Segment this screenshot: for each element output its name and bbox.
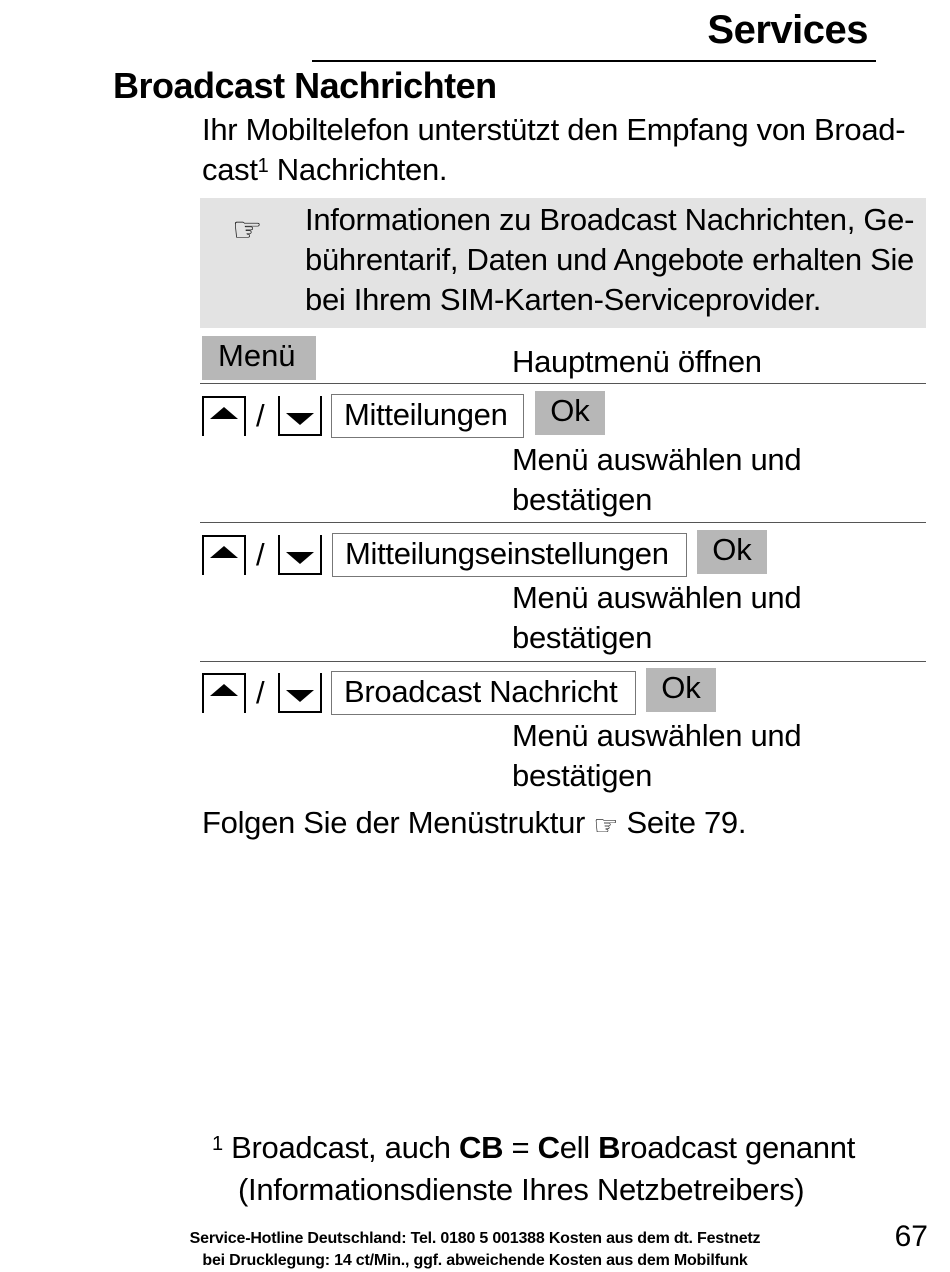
step-divider (200, 522, 926, 523)
footnote-text: roadcast genannt (620, 1130, 856, 1165)
description-line: bestätigen (512, 758, 653, 793)
display-field-broadcast-nachricht: Broadcast Nachricht (331, 671, 636, 715)
arrow-up-icon (210, 407, 238, 419)
page-number: 67 (894, 1220, 928, 1253)
footnote (212, 1128, 912, 1168)
arrow-down-icon (286, 413, 314, 425)
arrow-up-icon (210, 546, 238, 558)
nav-up-key[interactable] (202, 396, 246, 436)
footnote-text: Broadcast, auch (222, 1130, 459, 1165)
description-line: Menü auswählen und (512, 718, 802, 753)
section-title: Broadcast Nachrichten (113, 65, 497, 106)
intro-text: Nachrichten. (268, 152, 448, 187)
footnote-bold: C (537, 1130, 560, 1165)
step-description (512, 578, 922, 658)
display-field-mitteilungseinstellungen: Mitteilungseinstellungen (332, 533, 687, 577)
key-separator: / (256, 537, 265, 572)
pointing-hand-icon: ☞ (593, 810, 619, 841)
key-separator: / (256, 398, 265, 433)
footer-line: Service-Hotline Deutschland: Tel. 0180 5 001388 Kosten aus dem dt. Festnetz (189, 1230, 761, 1247)
footnote-bold: CB (458, 1130, 504, 1165)
footnote-number: 1 (212, 1133, 223, 1155)
display-field-mitteilungen: Mitteilungen (331, 394, 524, 438)
description-line: bestätigen (512, 620, 653, 655)
step-divider (200, 383, 926, 384)
arrow-up-icon (210, 684, 238, 696)
footnote-bold: B (598, 1130, 621, 1165)
step-divider (200, 661, 926, 662)
nav-down-key[interactable] (278, 535, 322, 575)
key-separator: / (256, 675, 265, 710)
footnote-line-2: (Informationsdienste Ihres Netzbetreibers) (238, 1172, 805, 1207)
nav-down-key[interactable] (278, 673, 322, 713)
arrow-down-icon (286, 690, 314, 702)
page-header-title: Services (707, 8, 868, 52)
description-line: Menü auswählen und (512, 442, 802, 477)
note-line-1: Informationen zu Broadcast Nachrichten, Ge- (305, 202, 915, 237)
step-description (512, 440, 922, 520)
note-line-2: bührentarif, Daten und Angebote erhalten Sie (305, 242, 914, 277)
page-reference-link[interactable]: Seite 79. (618, 805, 747, 840)
ok-softkey[interactable]: Ok (697, 530, 767, 574)
intro-line-2 (202, 150, 922, 190)
nav-up-key[interactable] (202, 673, 246, 713)
intro-line-1: Ihr Mobiltelefon unterstützt den Empfang von Broad- (202, 112, 906, 147)
note-line-3: bei Ihrem SIM-Karten-Serviceprovider. (305, 282, 822, 317)
note-text (305, 200, 925, 320)
arrow-down-icon (286, 552, 314, 564)
note-box (200, 198, 926, 328)
description-line: Menü auswählen und (512, 580, 802, 615)
nav-down-key[interactable] (278, 396, 322, 436)
step-description (512, 716, 922, 796)
reference-text: Folgen Sie der Menüstruktur (202, 805, 594, 840)
description-line: bestätigen (512, 482, 653, 517)
menu-structure-reference (202, 803, 746, 844)
intro-paragraph (202, 110, 922, 190)
footnote-text: = (503, 1130, 538, 1165)
menu-softkey[interactable]: Menü (202, 336, 316, 380)
footer-line: bei Drucklegung: 14 ct/Min., ggf. abweichende Kosten aus dem Mobilfunk (202, 1252, 748, 1269)
footnote-text: ell (559, 1130, 599, 1165)
hotline-footer (150, 1228, 800, 1272)
nav-up-key[interactable] (202, 535, 246, 575)
ok-softkey[interactable]: Ok (646, 668, 716, 712)
footnote-ref: 1 (257, 155, 269, 177)
header-rule (312, 60, 876, 62)
ok-softkey[interactable]: Ok (535, 391, 605, 435)
intro-text: cast (202, 152, 258, 187)
menu-description: Hauptmenü öffnen (512, 344, 762, 379)
pointing-hand-icon: ☞ (232, 211, 263, 249)
